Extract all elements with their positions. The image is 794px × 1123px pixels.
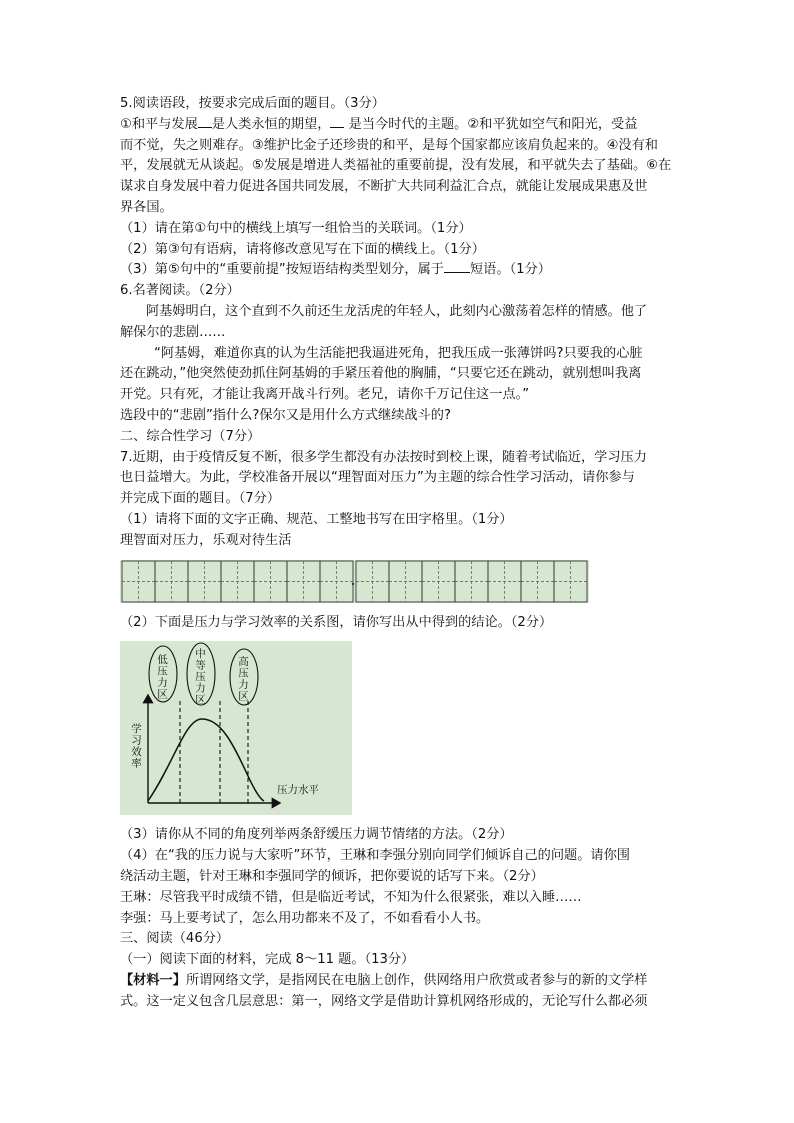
y-axis-label: 学习效率 [130, 723, 142, 770]
q5-sub3-text: （3）第⑤句中的“重要前提”按短语结构类型划分，属于 [120, 262, 444, 278]
q6-line5: 开党。只有死，才能让我离开战斗行列。老兄，请你千万记住这一点。” [120, 387, 530, 403]
q6-line3: “阿基姆，难道你真的认为生活能把我逼进死角，把我压成一张薄饼吗?只要我的心脏 [154, 345, 643, 361]
q7-line2: 也日益增大。为此，学校准备开展以“理智面对压力”为主题的综合性学习活动，请你参与 [120, 470, 635, 486]
q5-line5: 界各国。 [120, 199, 173, 215]
q7-sub4a: （4）在“我的压力说与大家听”环节，王琳和李强分别向同学们倾诉自己的问题。请你围 [120, 848, 630, 864]
pressure-efficiency-figure [120, 641, 352, 815]
q5-sub1: （1）请在第①句中的横线上填写一组恰当的关联词。（1分） [120, 220, 472, 236]
section-3-heading: 三、阅读（46分） [120, 931, 230, 947]
q7-sub4b: 绕活动主题，针对王琳和李强同学的倾诉，把你要说的话写下来。（2分） [120, 868, 544, 884]
answer-blank[interactable] [330, 115, 344, 128]
q6-title: 6.名著阅读。（2分） [120, 283, 240, 299]
q5-line2: 而不觉，失之则难存。③维护比金子还珍贵的和平，是每个国家都应该肩负起来的。④没有和 [120, 137, 658, 153]
q5-text: 是人类永恒的期望， [211, 116, 331, 132]
q7-line3: 并完成下面的题目。（7分） [120, 491, 281, 507]
zone-high-label: 高压力区 [237, 656, 249, 703]
copy-text: 理智面对压力，乐观对待生活 [120, 532, 292, 548]
tianzige-grid[interactable] [120, 560, 589, 603]
efficiency-curve [148, 719, 264, 801]
q5-line1 [120, 115, 680, 136]
zone-mid-label: 中等压力区 [194, 647, 206, 706]
section-2-heading: 二、综合性学习（7分） [120, 428, 261, 444]
q5-line3: 平，发展就无从谈起。⑤发展是增进人类福祉的重要前提，没有发展，和平就失去了基础。⑥在 [120, 158, 672, 174]
answer-blank[interactable] [198, 115, 212, 128]
q5-text: 是当今时代的主题。②和平犹如空气和阳光，受益 [344, 116, 638, 132]
q5-sub3-text: 短语。（1分） [470, 262, 551, 278]
tianzige-grid-lines [120, 560, 589, 603]
q6-line2: 解保尔的悲剧…… [120, 324, 226, 340]
material-1-tag: 【材料一】 [120, 972, 186, 988]
answer-blank[interactable] [444, 260, 470, 273]
part-1-heading: （一）阅读下面的材料，完成 8～11 题。（13分） [120, 952, 415, 968]
q7-sub1: （1）请将下面的文字正确、规范、工整地书写在田字格里。（1分） [120, 511, 513, 527]
grid-gap-mark [352, 582, 354, 584]
q7-sub3: （3）请你从不同的角度列举两条舒缓压力调节情绪的方法。（2分） [120, 827, 513, 843]
q5-line4: 谋求自身发展中着力促进各国共同发展，不断扩大共同利益汇合点，就能让发展成果惠及世 [120, 179, 648, 195]
q5-title: 5.阅读语段，按要求完成后面的题目。（3分） [120, 96, 385, 111]
q7-line1: 7.近期，由于疫情反复不断，很多学生都没有办法按时到校上课，随着考试临近，学习压力 [120, 449, 647, 465]
q6-question: 选段中的“悲剧”指什么?保尔又是用什么方式继续战斗的? [120, 407, 451, 423]
q6-line1: 阿基姆明白，这个直到不久前还生龙活虎的年轻人，此刻内心激荡着怎样的情感。他了 [146, 303, 648, 319]
x-axis-label: 压力水平 [277, 784, 319, 797]
material-1-line2: 式。这一定义包含几层意思：第一，网络文学是借助计算机网络形成的，无论写什么都必须 [120, 993, 648, 1009]
q6-line4: 还在跳动，”他突然使劲抓住阿基姆的手紧压着他的胸脯，“只要它还在跳动，就别想叫我离 [120, 366, 642, 382]
zone-low-label: 低压力区 [156, 654, 168, 701]
exam-page [120, 94, 680, 1013]
q5-sub3 [120, 260, 680, 281]
q7-sub2: （2）下面是压力与学习效率的关系图，请你写出从中得到的结论。（2分） [120, 614, 553, 630]
q5-text: ①和平与发展 [120, 116, 198, 132]
wang-lin-quote: 王琳：尽管我平时成绩不错，但是临近考试，不知为什么很紧张，难以入睡…… [120, 889, 582, 905]
material-1-text: 所谓网络文学，是指网民在电脑上创作，供网络用户欣赏或者参与的新的文学样 [185, 972, 648, 988]
material-1-line1 [120, 971, 680, 992]
li-qiang-quote: 李强：马上要考试了，怎么用功都来不及了，不如看看小人书。 [120, 910, 490, 926]
q5-sub2: （2）第③句有语病，请将修改意见写在下面的横线上。（1分） [120, 241, 485, 257]
